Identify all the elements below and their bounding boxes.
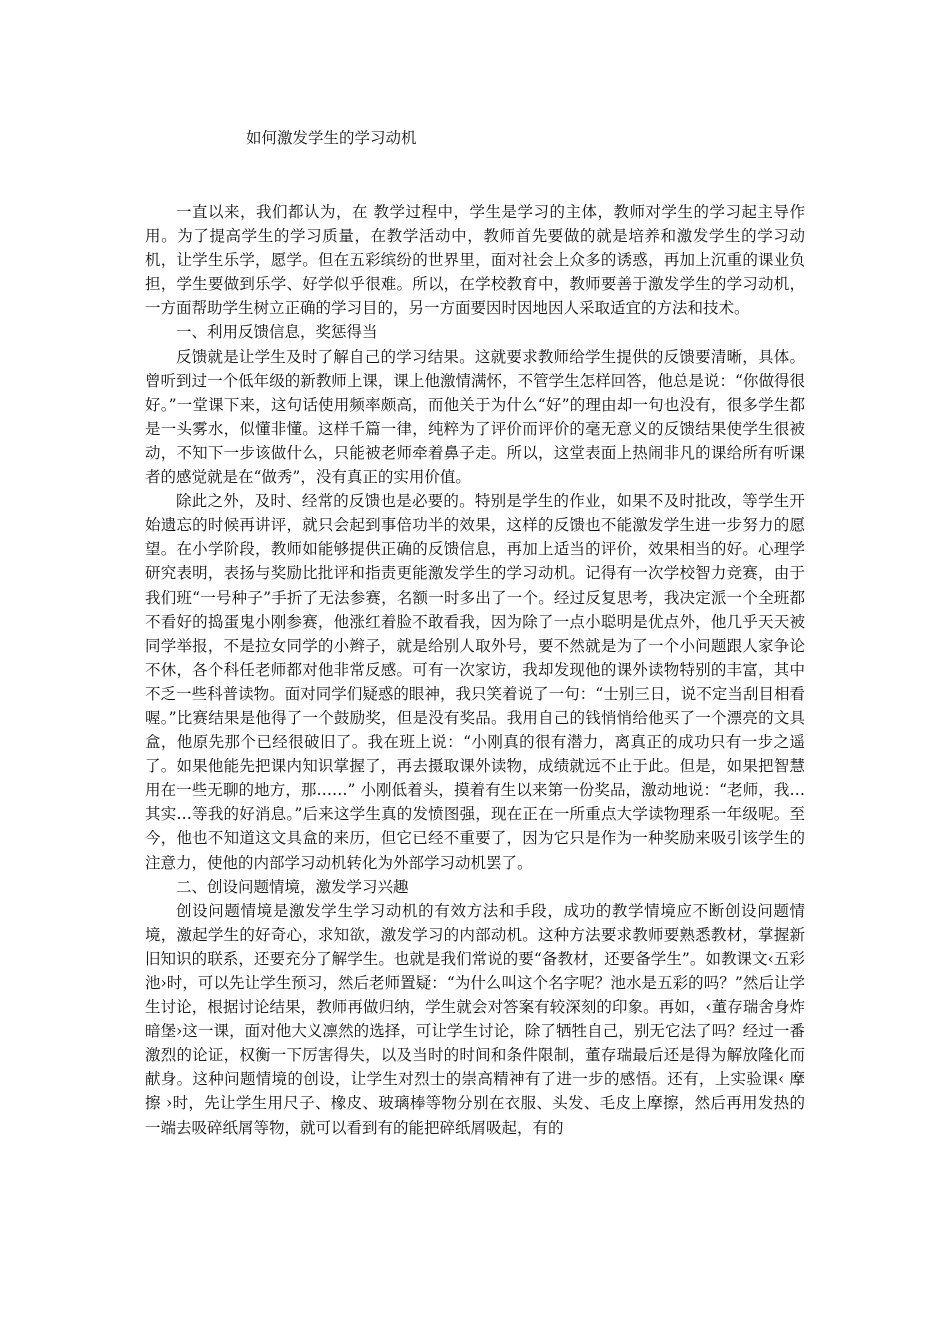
body-paragraph: 一直以来，我们都认为，在 教学过程中，学生是学习的主体，教师对学生的学习起主导作用。为了提高学生的学习质量，在教学活动中，教师首先要做的就是培养和激发学生的学习动机，让学生乐学，愿学。但在五彩缤纷的世界里，面对社会上众多的诱惑，再加上沉重的课业负担，学生要做到乐学、好学似乎很难。所以，在学校教育中，教师要善于激发学生的学习动机，一方面帮助学生树立正确的学习目的，另一方面要因时因地因人采取适宜的方法和技术。 bbox=[145, 203, 805, 318]
section-heading: 一、利用反馈信息，奖惩得当 bbox=[176, 323, 378, 342]
body-paragraph: 除此之外，及时、经常的反馈也是必要的。特别是学生的作业，如果不及时批改，等学生开始遗忘的时候再讲评，就只会起到事倍功半的效果，这样的反馈也不能激发学生进一步努力的愿望。在小学阶段，教师如能够提供正确的反馈信息，再加上适当的评价，效果相当的好。心理学研究表明，表扬与奖励比批评和指责更能激发学生的学习动机。记得有一次学校智力竞赛，由于我们班“一号种子”手折了无法参赛，名额一时多出了一个。经过反复思考，我决定派一个全班都不看好的捣蛋鬼小刚参赛，他涨红着脸不敢看我，因为除了一点小聪明是优点外，他几乎天天被同学举报，不是拉女同学的小辫子，就是给别人取外号，要不然就是为了一个小问题跟人家争论不休，各个科任老师都对他非常反感。可有一次家访，我却发现他的课外读物特别的丰富，其中不乏一些科普读物。面对同学们疑惑的眼神，我只笑着说了一句：“士别三日，说不定当刮目相看喔。”比赛结果是他得了一个鼓励奖，但是没有奖品。我用自己的钱悄悄给他买了一个漂亮的文具盒，他原先那个已经很破旧了。我在班上说：“小刚真的很有潜力，离真正的成功只有一步之遥了。如果他能先把课内知识掌握了，再去摄取课外读物，成绩就远不止于此。但是，如果把智慧用在一些无聊的地方，那……” 小刚低着头，摸着有生以来第一份奖品，激动地说：“老师，我…其实…等我的好消息。”后来这学生真的发愤图强，现在正在一所重点大学读物理系一年级呢。至今，他也不知道这文具盒的来历，但它已经不重要了，因为它只是作为一种奖励来吸引该学生的注意力，使他的内部学习动机转化为外部学习动机罢了。 bbox=[145, 492, 805, 872]
body-paragraph: 反馈就是让学生及时了解自己的学习结果。这就要求教师给学生提供的反馈要清晰，具体。曾听到过一个低年级的新教师上课，课上他激情满怀，不管学生怎样回答，他总是说：“你做得很好。”一堂课下来，这句话使用频率颇高，而他关于为什么“好”的理由却一句也没有，很多学生都是一头雾水，似懂非懂。这样千篇一律，纯粹为了评价而评价的毫无意义的反馈结果使学生很被动，不知下一步该做什么，只能被老师牵着鼻子走。所以，这堂表面上热闹非凡的课给所有听课者的感觉就是在“做秀”，没有真正的实用价值。 bbox=[145, 347, 805, 487]
document-body bbox=[145, 200, 805, 1140]
document-title: 如何激发学生的学习动机 bbox=[246, 129, 417, 147]
section-heading: 二、创设问题情境，激发学习兴趣 bbox=[176, 877, 409, 896]
body-paragraph: 创设问题情境是激发学生学习动机的有效方法和手段，成功的教学情境应不断创设问题情境，激起学生的好奇心，求知欲，激发学习的内部动机。这种方法要求教师要熟悉教材，掌握新旧知识的联系，还要充分了解学生。也就是我们常说的要“备教材，还要备学生”。如教课文‹五彩池›时，可以先让学生预习，然后老师置疑：“为什么叫这个名字呢？池水是五彩的吗？”然后让学生讨论，根据讨论结果，教师再做归纳，学生就会对答案有较深刻的印象。再如，‹董存瑞舍身炸暗堡›这一课，面对他大义凛然的选择，可让学生讨论，除了牺牲自己，别无它法了吗？经过一番激烈的论证，权衡一下厉害得失，以及当时的时间和条件限制，董存瑞最后还是得为解放隆化而献身。这种问题情境的创设，让学生对烈士的崇高精神有了进一步的感悟。还有，上实验课‹ 摩擦 ›时，先让学生用尺子、橡皮、玻璃棒等物分别在衣服、头发、毛皮上摩擦，然后再用发热的一端去吸碎纸屑等物，就可以看到有的能把碎纸屑吸起，有的 bbox=[145, 901, 805, 1137]
